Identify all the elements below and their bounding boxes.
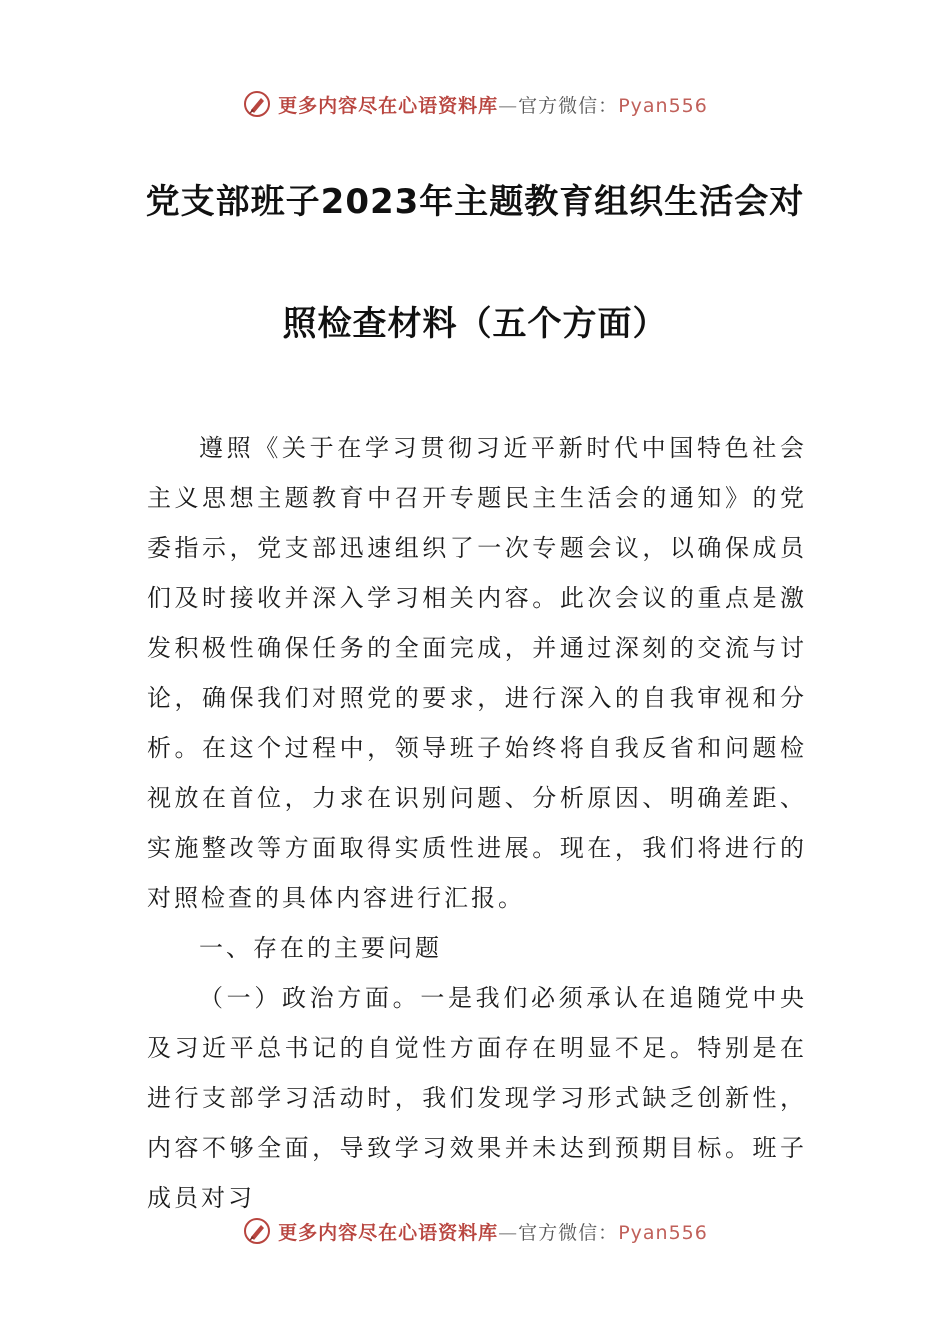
pen-nib-circle-icon (242, 89, 272, 119)
watermark-main: 更多内容尽在心语资料库 (278, 94, 499, 117)
watermark-separator: — (498, 1221, 519, 1244)
footer-watermark (0, 1211, 950, 1251)
watermark-text (278, 91, 708, 118)
watermark-text (278, 1218, 708, 1245)
watermark-separator: — (498, 94, 519, 117)
sub-section-paragraph: （一）政治方面。一是我们必须承认在追随党中央及习近平总书记的自觉性方面存在明显不足。特别是在进行支部学习活动时，我们发现学习形式缺乏创新性，内容不够全面，导致学习效果并未达到预期目标。班子成员对习 (147, 984, 807, 1212)
document-title-line-2: 照检查材料（五个方面） (282, 304, 668, 344)
watermark-official-label: 官方微信： (518, 1221, 619, 1244)
section-heading: 一、存在的主要问题 (199, 934, 442, 962)
document-body (147, 423, 807, 1223)
watermark-official-label: 官方微信： (518, 94, 619, 117)
document-title-line-1: 党支部班子2023年主题教育组织生活会对 (145, 182, 805, 222)
watermark-main: 更多内容尽在心语资料库 (278, 1221, 499, 1244)
watermark-wechat-id: Pyan556 (618, 94, 708, 117)
header-watermark (0, 84, 950, 124)
intro-paragraph: 遵照《关于在学习贯彻习近平新时代中国特色社会主义思想主题教育中召开专题民主生活会的通知》的党委指示，党支部迅速组织了一次专题会议，以确保成员们及时接收并深入学习相关内容。此次会议的重点是激发积极性确保任务的全面完成，并通过深刻的交流与讨论，确保我们对照党的要求，进行深入的自我审视和分析。在这个过程中，领导班子始终将自我反省和问题检视放在首位，力求在识别问题、分析原因、明确差距、实施整改等方面取得实质性进展。现在，我们将进行的对照检查的具体内容进行汇报。 (147, 434, 807, 912)
watermark-wechat-id: Pyan556 (618, 1221, 708, 1244)
pen-nib-circle-icon (242, 1216, 272, 1246)
